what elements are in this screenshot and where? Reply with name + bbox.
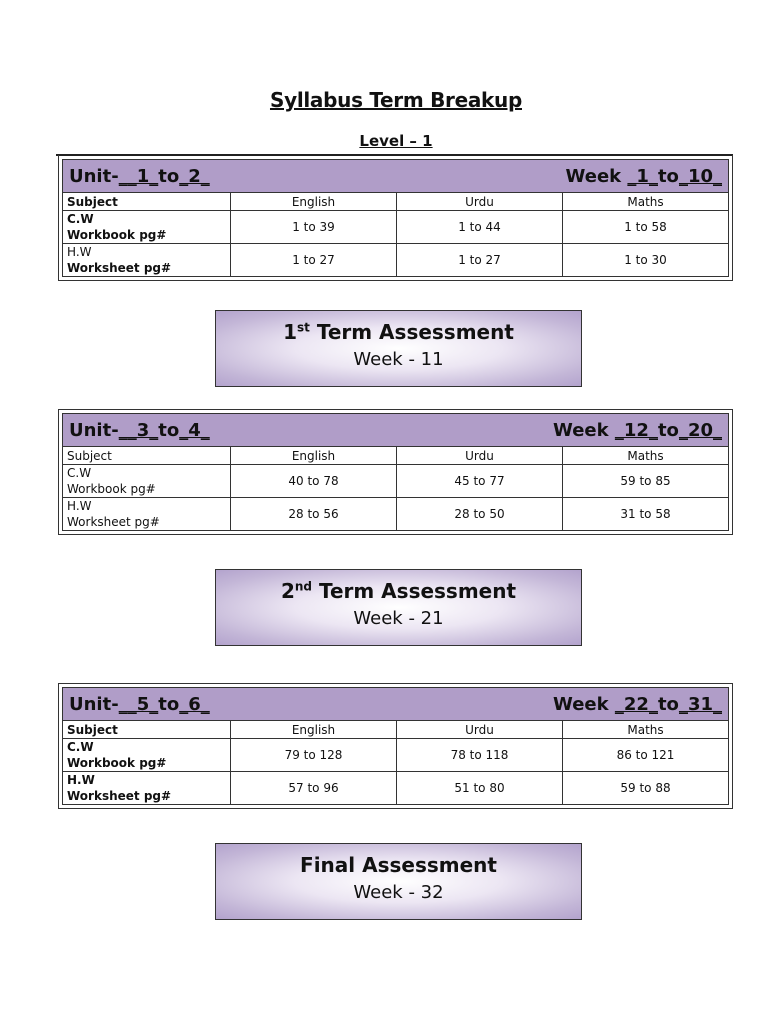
assessment-box-final [215, 843, 582, 920]
english-cw: 40 to 78 [231, 465, 397, 498]
unit-header-row [63, 414, 729, 447]
english-cw: 79 to 128 [231, 739, 397, 772]
urdu-header: Urdu [397, 193, 563, 211]
week-range: Week _22_to_31_ [553, 693, 722, 715]
unit-block-3 [58, 683, 733, 809]
table-row [63, 211, 729, 244]
english-hw: 1 to 27 [231, 244, 397, 277]
urdu-hw: 51 to 80 [397, 772, 563, 805]
english-header: English [231, 721, 397, 739]
unit-block-2 [58, 409, 733, 535]
urdu-cw: 78 to 118 [397, 739, 563, 772]
maths-cw: 59 to 85 [563, 465, 729, 498]
english-hw: 28 to 56 [231, 498, 397, 531]
assessment-title: Final Assessment [300, 853, 497, 877]
hw-label: H.W Worksheet pg# [63, 498, 231, 531]
table-row [63, 465, 729, 498]
maths-hw: 59 to 88 [563, 772, 729, 805]
subject-header: Subject [63, 721, 231, 739]
maths-header: Maths [563, 193, 729, 211]
assessment-box-2 [215, 569, 582, 646]
column-header-row [63, 721, 729, 739]
urdu-cw: 45 to 77 [397, 465, 563, 498]
subject-header: Subject [63, 447, 231, 465]
assessment-title: 1st Term Assessment [283, 320, 514, 344]
cw-label: C.W Workbook pg# [63, 465, 231, 498]
urdu-header: Urdu [397, 721, 563, 739]
table-row [63, 244, 729, 277]
unit-header-row [63, 160, 729, 193]
maths-header: Maths [563, 721, 729, 739]
urdu-cw: 1 to 44 [397, 211, 563, 244]
week-range: Week _1_to_10_ [565, 165, 722, 187]
assessment-box-1 [215, 310, 582, 387]
column-header-row [63, 447, 729, 465]
level-heading: Level – 1 [359, 132, 433, 150]
urdu-hw: 1 to 27 [397, 244, 563, 277]
table-row [63, 498, 729, 531]
syllabus-table-1 [62, 159, 729, 277]
unit-block-1 [58, 155, 733, 281]
urdu-hw: 28 to 50 [397, 498, 563, 531]
subject-header: Subject [63, 193, 231, 211]
table-row [63, 772, 729, 805]
unit-range: Unit-__3_to_4_ [69, 419, 210, 441]
assessment-week: Week - 32 [353, 882, 444, 903]
english-hw: 57 to 96 [231, 772, 397, 805]
maths-hw: 31 to 58 [563, 498, 729, 531]
maths-header: Maths [563, 447, 729, 465]
maths-cw: 86 to 121 [563, 739, 729, 772]
unit-header-row [63, 688, 729, 721]
english-header: English [231, 193, 397, 211]
hw-label: H.W Worksheet pg# [63, 772, 231, 805]
table-row [63, 739, 729, 772]
week-range: Week _12_to_20_ [553, 419, 722, 441]
column-header-row [63, 193, 729, 211]
english-cw: 1 to 39 [231, 211, 397, 244]
cw-label: C.W Workbook pg# [63, 739, 231, 772]
unit-range: Unit-__1_to_2_ [69, 165, 210, 187]
assessment-week: Week - 21 [353, 608, 444, 629]
hw-label: H.W Worksheet pg# [63, 244, 231, 277]
assessment-week: Week - 11 [353, 349, 444, 370]
unit-range: Unit-__5_to_6_ [69, 693, 210, 715]
assessment-title: 2nd Term Assessment [280, 579, 517, 603]
cw-label: C.W Workbook pg# [63, 211, 231, 244]
urdu-header: Urdu [397, 447, 563, 465]
syllabus-table-3 [62, 687, 729, 805]
maths-cw: 1 to 58 [563, 211, 729, 244]
page-title: Syllabus Term Breakup [269, 88, 522, 112]
english-header: English [231, 447, 397, 465]
maths-hw: 1 to 30 [563, 244, 729, 277]
syllabus-table-2 [62, 413, 729, 531]
